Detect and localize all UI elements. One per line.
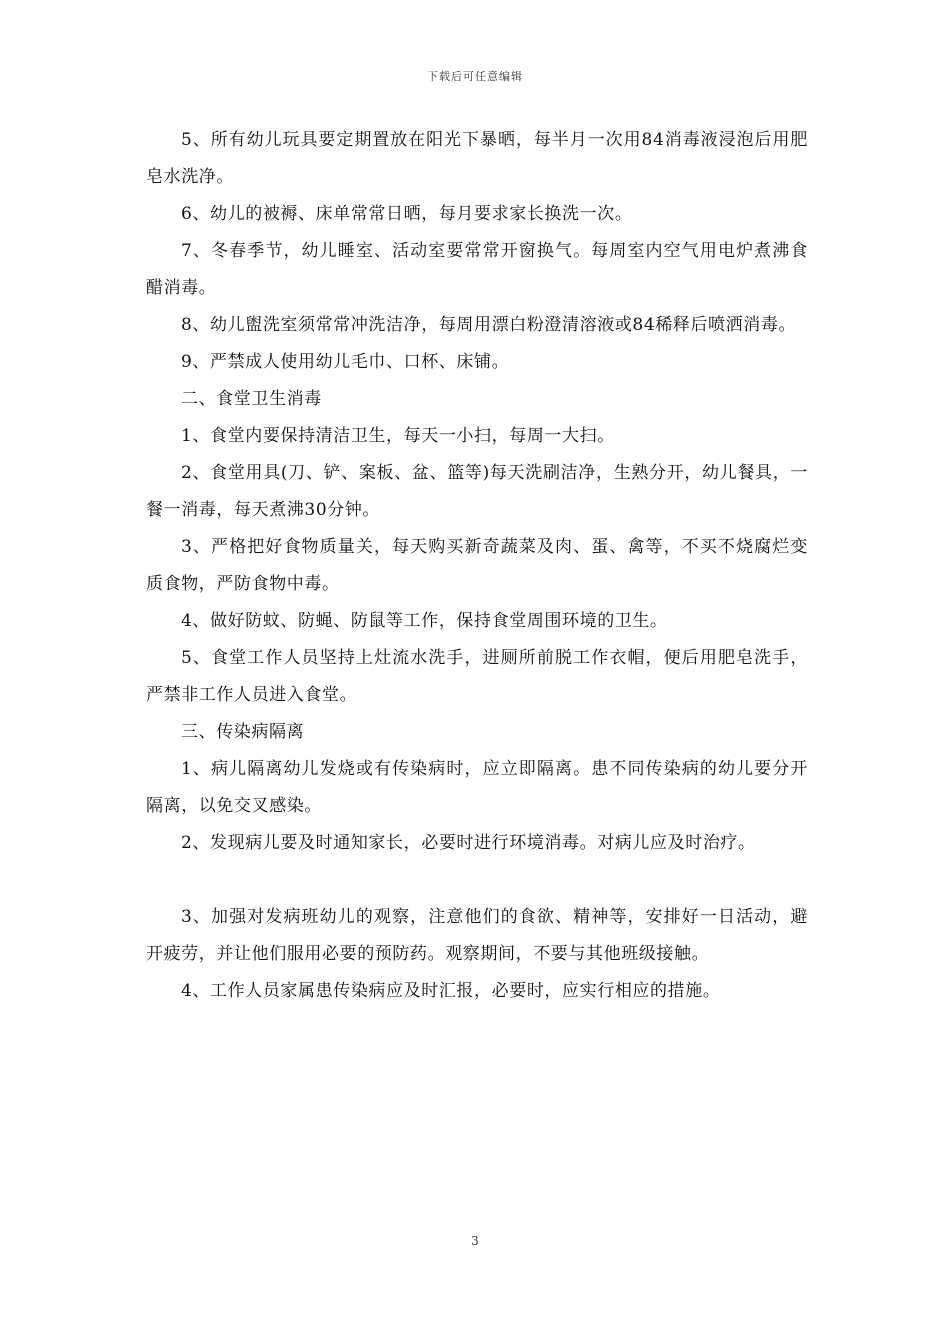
page-header: 下载后可任意编辑	[427, 70, 523, 83]
paragraph: 7、冬春季节，幼儿睡室、活动室要常常开窗换气。每周室内空气用电炉煮沸食醋消毒。	[146, 241, 808, 298]
paragraph: 2、食堂用具(刀、铲、案板、盆、篮等)每天洗刷洁净，生熟分开，幼儿餐具，一餐一消毒，每天煮沸30分钟。	[146, 463, 808, 520]
paragraph: 3、严格把好食物质量关，每天购买新奇蔬菜及肉、蛋、禽等，不买不烧腐烂变质食物，严防食物中毒。	[146, 537, 808, 594]
paragraph: 6、幼儿的被褥、床单常常日晒，每月要求家长换洗一次。	[181, 204, 633, 224]
paragraph: 9、严禁成人使用幼儿毛巾、口杯、床铺。	[181, 352, 510, 372]
paragraph: 5、所有幼儿玩具要定期置放在阳光下暴晒，每半月一次用84消毒液浸泡后用肥皂水洗净。	[146, 130, 808, 187]
paragraph: 2、发现病儿要及时通知家长，必要时进行环境消毒。对病儿应及时治疗。	[181, 833, 756, 853]
paragraph: 1、食堂内要保持清洁卫生，每天一小扫，每周一大扫。	[181, 426, 615, 446]
page-number: 3	[471, 1234, 479, 1248]
paragraph: 1、病儿隔离幼儿发烧或有传染病时，应立即隔离。患不同传染病的幼儿要分开隔离，以免交叉感染。	[146, 759, 808, 816]
paragraph: 二、食堂卫生消毒	[181, 389, 322, 409]
paragraph: 3、加强对发病班幼儿的观察，注意他们的食欲、精神等，安排好一日活动，避开疲劳，并让他们服用必要的预防药。观察期间，不要与其他班级接触。	[146, 907, 808, 964]
paragraph: 4、工作人员家属患传染病应及时汇报，必要时，应实行相应的措施。	[181, 981, 721, 1001]
paragraph: 4、做好防蚊、防蝇、防鼠等工作，保持食堂周围环境的卫生。	[181, 611, 668, 631]
paragraph: 三、传染病隔离	[181, 722, 305, 742]
paragraph: 8、幼儿盥洗室须常常冲洗洁净，每周用漂白粉澄清溶液或84稀释后喷洒消毒。	[181, 315, 797, 335]
document-body	[146, 122, 808, 1010]
paragraph: 5、食堂工作人员坚持上灶流水洗手，进厕所前脱工作衣帽，便后用肥皂洗手，严禁非工作人员进入食堂。	[146, 648, 808, 705]
